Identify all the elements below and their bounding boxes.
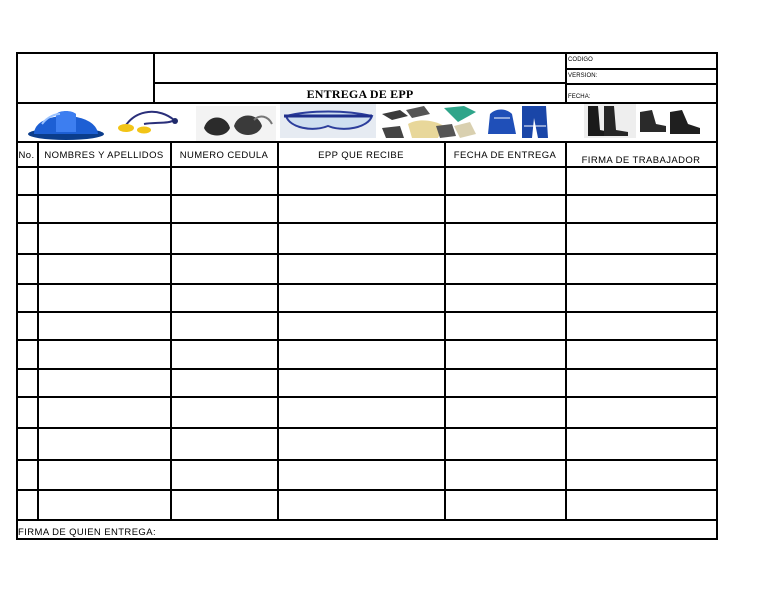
table-row [18,491,716,519]
code-label: CODIGO [568,57,593,63]
table-row [18,285,716,311]
table-row [18,224,716,253]
safety-boots-icon [584,104,706,138]
hard-hat-icon [26,104,104,142]
col-header-no: No. [18,150,35,161]
version-label: VERSION: [568,73,598,79]
coverall-icon [486,104,552,140]
table-row [18,313,716,339]
deliverer-signature-label: FIRMA DE QUIEN ENTREGA: [18,527,156,538]
table-row-line [16,519,718,521]
table-row [18,255,716,283]
images-bottom-line [16,141,718,143]
meta-cell-divider [565,52,567,103]
meta-line-2 [565,83,717,85]
col-header-names: NOMBRES Y APELLIDOS [44,150,164,161]
table-row [18,429,716,459]
table-row [18,370,716,396]
col-header-delivery-date: FECHA DE ENTREGA [453,150,557,161]
border-bottom [16,538,718,540]
work-gloves-icon [378,104,482,140]
table-row [18,341,716,368]
col-header-ppe-received: EPP QUE RECIBE [318,150,404,161]
form-title: ENTREGA DE EPP [306,87,414,101]
border-top [16,52,718,54]
table-row [18,168,716,194]
table-row [18,196,716,222]
safety-glasses-icon [280,104,376,138]
title-top-line [153,82,567,84]
border-right [716,52,718,540]
col-header-worker-signature: FIRMA DE TRABAJADOR [581,155,701,166]
ear-plugs-icon [114,110,180,136]
meta-line-1 [565,68,717,70]
table-row [18,461,716,489]
date-label: FECHA: [568,94,591,100]
dust-masks-icon [196,106,276,142]
table-row [18,398,716,427]
col-header-id-number: NUMERO CEDULA [179,150,269,161]
